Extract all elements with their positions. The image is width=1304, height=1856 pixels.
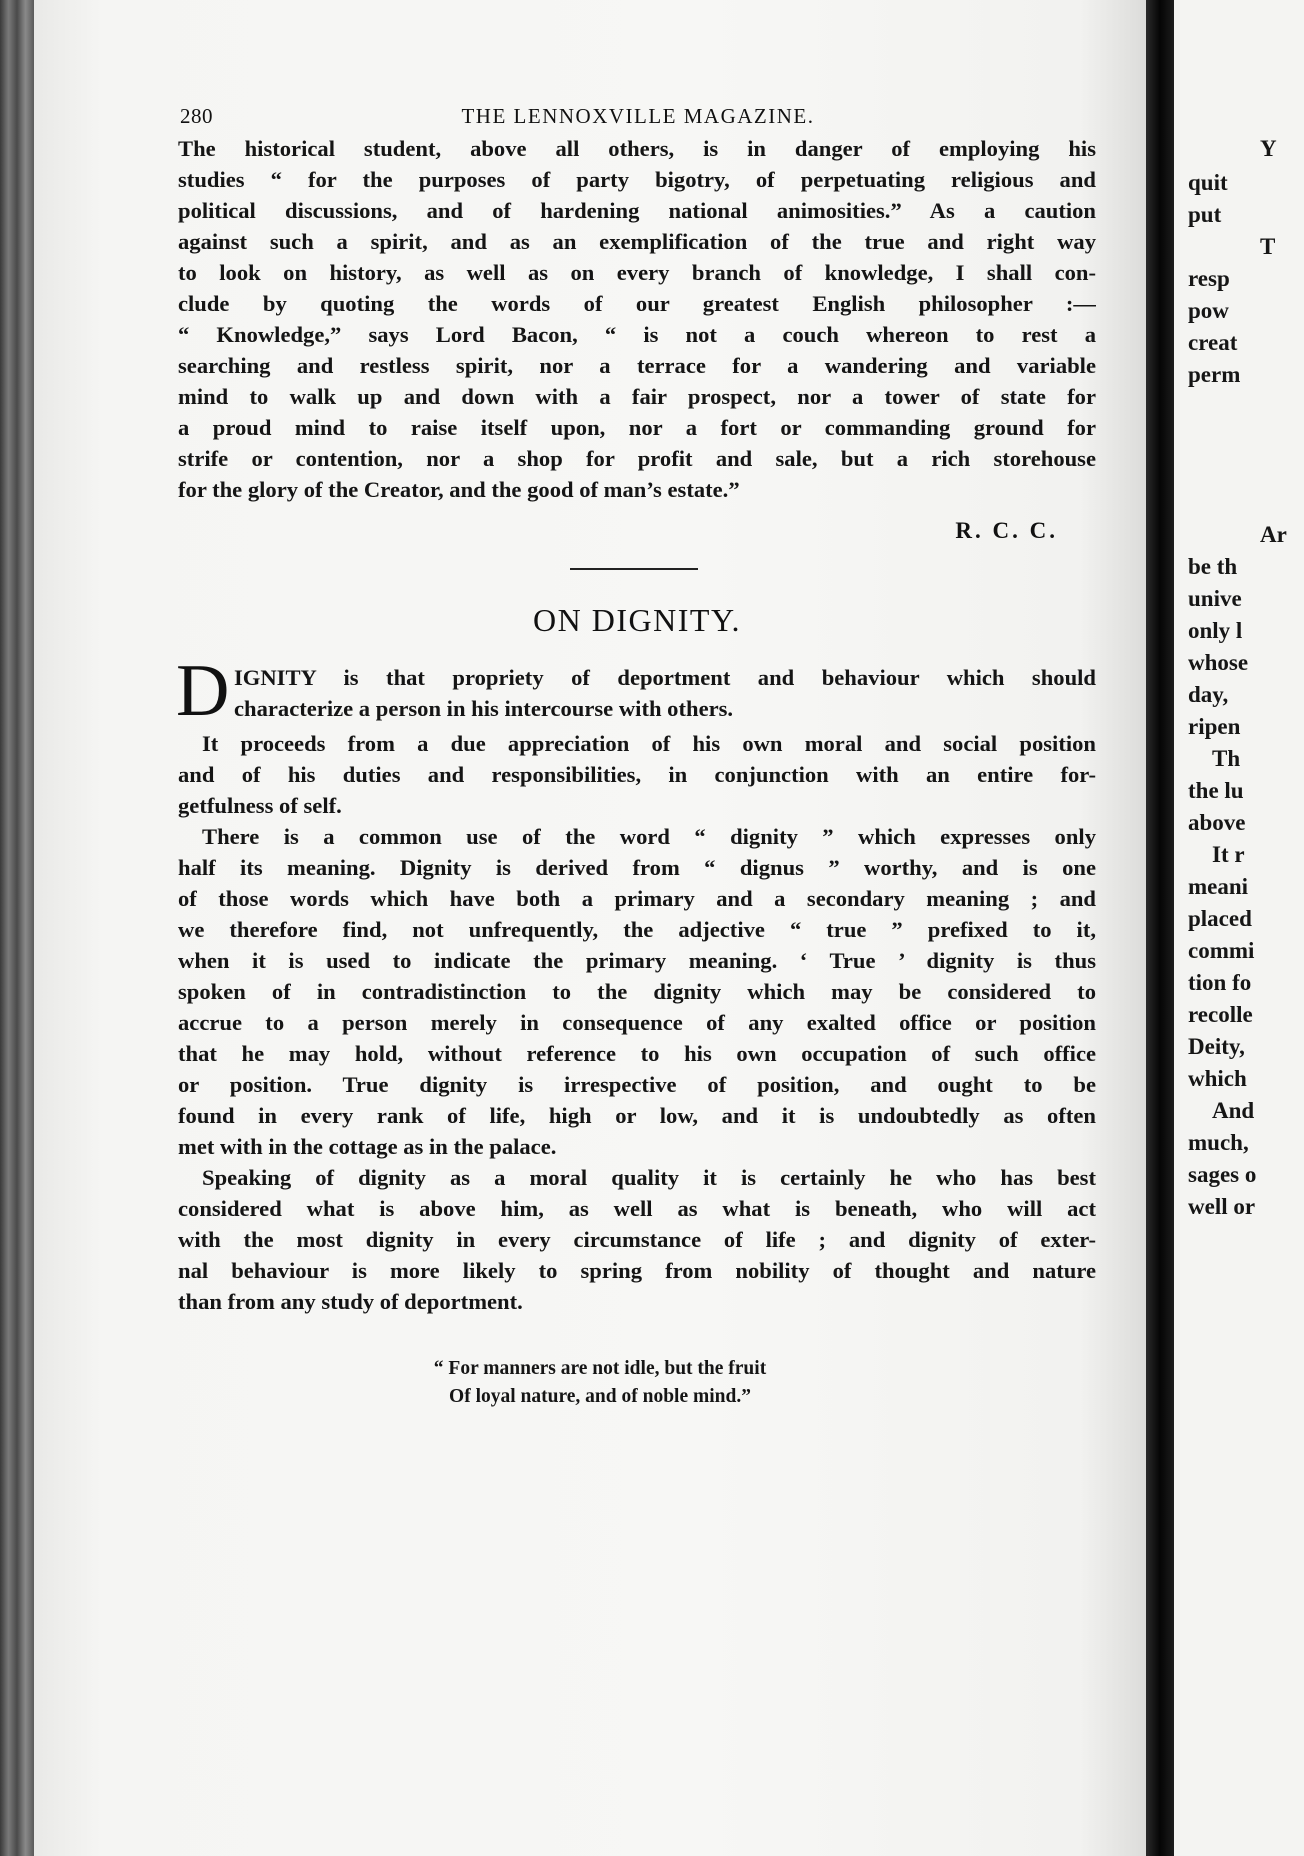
text-line: met with in the cottage as in the palace. [178,1134,557,1159]
facing-line: above [1188,810,1246,835]
running-title: THE LENNOXVILLE MAGAZINE. [461,104,815,128]
opening-line-1 [234,662,1096,693]
text-line: studies “ for the purposes of party bigotry, of perpetuating religious and [178,167,1096,192]
text-line: for the glory of the Creator, and the good of man’s estate.” [178,477,740,502]
text-line: accrue to a person merely in consequence of any exalted office or position [178,1010,1096,1035]
text-line: considered what is above him, as well as what is beneath, who will act [178,1196,1096,1221]
text-line: There is a common use of the word “ dignity ” which expresses only [202,824,1096,849]
text-line: we therefore find, not unfrequently, the adjective “ true ” prefixed to it, [178,917,1096,942]
author-signature: R. C. C. [955,518,1058,543]
facing-line: And [1212,1098,1255,1123]
drop-cap: D [176,650,230,732]
text-line: to look on history, as well as on every branch of knowledge, I shall con- [178,260,1096,285]
text-line: that he may hold, without reference to his own occupation of such office [178,1041,1096,1066]
facing-line: creat [1188,330,1238,355]
facing-line: Ar [1260,522,1287,547]
facing-line: only l [1188,618,1243,643]
text-line: getfulness of self. [178,793,342,818]
facing-line: T [1260,234,1276,259]
facing-line: recolle [1188,1002,1253,1027]
opening-line-2 [234,693,1096,724]
facing-line: It r [1212,842,1245,867]
facing-line: sages o [1188,1162,1257,1187]
facing-line: quit [1188,170,1228,195]
facing-line: perm [1188,362,1241,387]
closing-quotation [300,1355,900,1411]
page-number: 280 [180,104,213,128]
previous-article-body [178,133,1096,505]
book-binding [0,0,34,1856]
text-line: mind to walk up and down with a fair prospect, nor a tower of state for [178,384,1096,409]
facing-line: placed [1188,906,1252,931]
text-line: half its meaning. Dignity is derived from “ dignus ” worthy, and is one [178,855,1096,880]
text-line: characterize a person in his intercourse with others. [234,696,734,721]
facing-line: which [1188,1066,1247,1091]
facing-line: well or [1188,1194,1256,1219]
text-line: IGNITY is that propriety of deportment and behaviour which should [234,665,1096,690]
facing-page [1174,0,1304,1856]
facing-line: the lu [1188,778,1244,803]
text-line: “ Knowledge,” says Lord Bacon, “ is not a couch whereon to rest a [178,322,1096,347]
article-title: ON DIGNITY. [533,602,741,638]
text-line: against such a spirit, and as an exemplification of the true and right way [178,229,1096,254]
quote-line: “ For manners are not idle, but the fruit [433,1358,767,1379]
text-line: spoken of in contradistinction to the dignity which may be considered to [178,979,1096,1004]
facing-line: whose [1188,650,1249,675]
text-line: It proceeds from a due appreciation of his own moral and social position [202,731,1096,756]
text-line: of those words which have both a primary and a secondary meaning ; and [178,886,1096,911]
section-divider [570,568,698,570]
text-line: nal behaviour is more likely to spring from nobility of thought and nature [178,1258,1096,1283]
facing-line: Deity, [1188,1034,1245,1059]
text-line: found in every rank of life, high or low, and it is undoubtedly as often [178,1103,1096,1128]
facing-line: resp [1188,266,1230,291]
text-line: a proud mind to raise itself upon, nor a fort or commanding ground for [178,415,1096,440]
text-line: The historical student, above all others, is in danger of employing his [178,136,1096,161]
text-line: clude by quoting the words of our greatest English philosopher :— [178,291,1096,316]
text-line: Speaking of dignity as a moral quality it is certainly he who has best [202,1165,1096,1190]
page-header [180,104,1096,134]
facing-line: unive [1188,586,1242,611]
facing-line: be th [1188,554,1238,579]
quote-line: Of loyal nature, and of noble mind.” [449,1386,751,1407]
facing-line: much, [1188,1130,1249,1155]
text-line: strife or contention, nor a shop for profit and sale, but a rich storehouse [178,446,1096,471]
text-line: political discussions, and of hardening national animosities.” As a caution [178,198,1096,223]
facing-line: pow [1188,298,1229,323]
facing-line: put [1188,202,1222,227]
text-line: and of his duties and responsibilities, in conjunction with an entire for- [178,762,1096,787]
facing-line: Y [1260,136,1277,161]
text-line: with the most dignity in every circumstance of life ; and dignity of exter- [178,1227,1096,1252]
page-gutter [1146,0,1174,1856]
facing-line: meani [1188,874,1249,899]
text-line: when it is used to indicate the primary meaning. ‘ True ’ dignity is thus [178,948,1096,973]
text-line: searching and restless spirit, nor a terrace for a wandering and variable [178,353,1096,378]
text-line: or position. True dignity is irrespective of position, and ought to be [178,1072,1096,1097]
facing-line: commi [1188,938,1255,963]
article-body [178,728,1096,1317]
facing-line: tion fo [1188,970,1252,995]
facing-line: day, [1188,682,1229,707]
text-line: than from any study of deportment. [178,1289,523,1314]
facing-line: ripen [1188,714,1241,739]
facing-line: Th [1212,746,1241,771]
